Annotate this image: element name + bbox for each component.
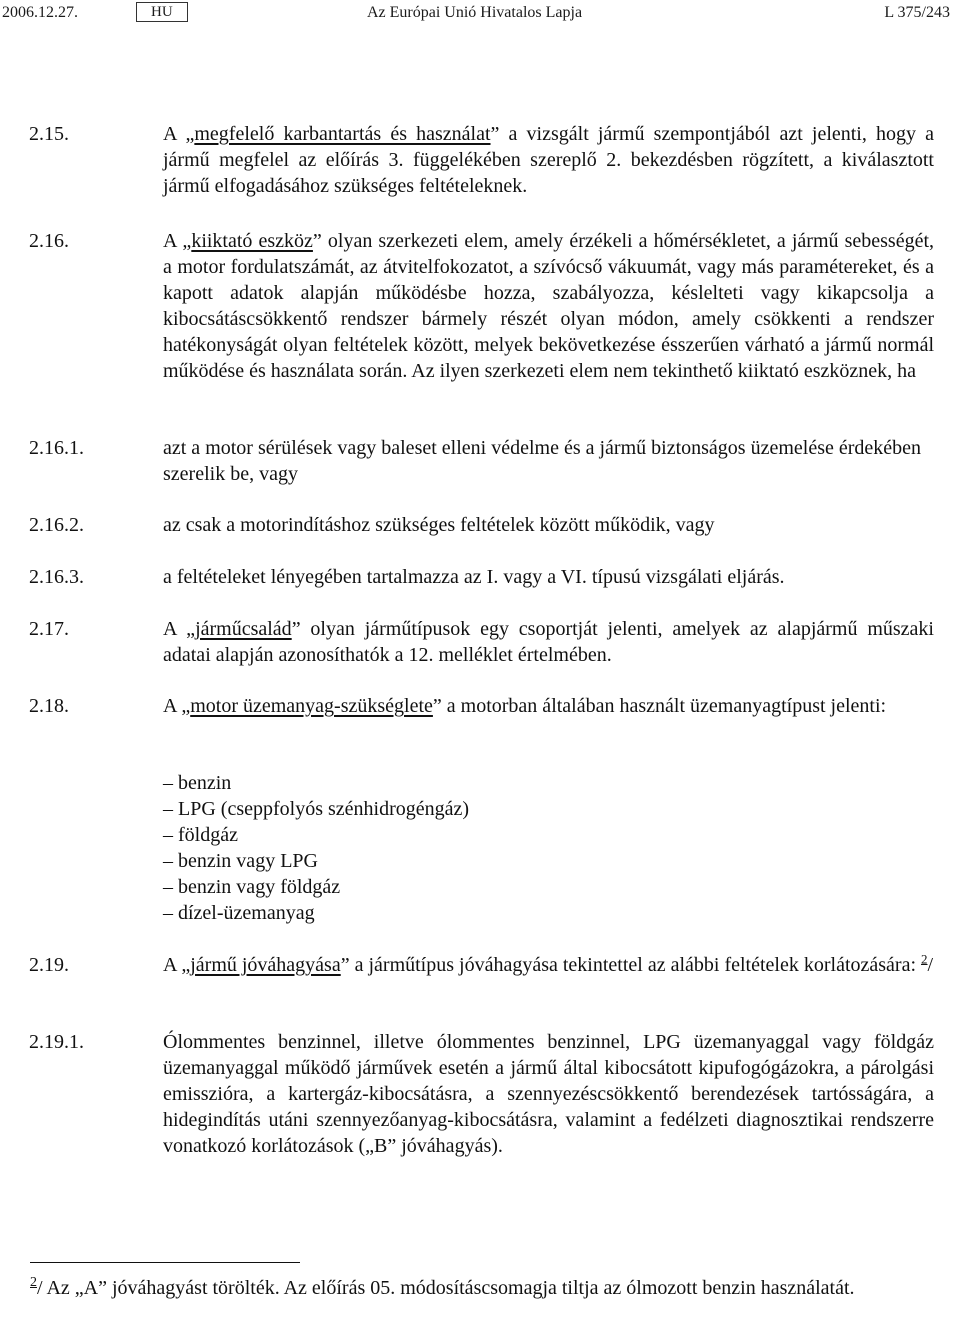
defined-term: járműcsalád (195, 618, 292, 640)
clause-text: A „kiiktató eszköz” olyan szerkezeti elem, amely érzékeli a hőmérsékletet, a jármű sebességét, a motor fordulatszámát, az átvitelfokozatot, a szívócső vákuumát, vagy más paramétereket, és a kapott adatok alapján működésbe hozza, szabályozza, késlelteti vagy kikapcsolja a kibocsátáscsökkentő rendszer bármely részét olyan módon, amely csökkenti a rendszer hatékonyságát olyan feltételek között, melyek bekövetkezése ésszerűen várható a jármű normál működése és használata során. Az ilyen szerkezeti elem nem tekinthető kiiktató eszköznek, ha (163, 230, 935, 382)
clause-2-19-1 (29, 1029, 934, 1159)
definition-2-17 (29, 616, 934, 668)
list-item: – benzin (163, 772, 232, 794)
clause-text: azt a motor sérülések vagy baleset elleni védelme és a jármű biztonságos üzemelése érdekében szerelik be, vagy (163, 437, 922, 485)
clause-2-16-3 (29, 564, 934, 590)
page-header (2, 2, 950, 26)
list-item: – benzin vagy LPG (163, 850, 318, 872)
footnote-mark: 2 (30, 1275, 37, 1290)
clause-number: 2.18. (29, 695, 69, 717)
clause-text: A „motor üzemanyag-szükséglete” a motorban általában használt üzemanyagtípust jelenti: (163, 695, 887, 717)
clause-number: 2.16.1. (29, 437, 84, 459)
list-item: – benzin vagy földgáz (163, 876, 341, 898)
clause-2-16-2 (29, 512, 934, 538)
list-item: – dízel-üzemanyag (163, 902, 315, 924)
defined-term: motor üzemanyag-szükséglete (190, 695, 433, 717)
list-item: – LPG (cseppfolyós szénhidrogéngáz) (163, 798, 470, 820)
clause-text: Ólommentes benzinnel, illetve ólommentes benzinnel, LPG üzemanyaggal vagy földgáz üzemanyaggal működő járművek esetén a jármű által kibocsátott kipufogógázokra, a párolgási emisszióra, a kartergáz-kibocsátásra, a szennyezéscsökkentő berendezések tartósságára, a hidegindítás utáni szennyezőanyag-kibocsátásra, valamint a fedélzeti diagnosztikai rendszerre vonatkozó korlátozások („B” jóváhagyás). (163, 1031, 934, 1157)
definition-2-15 (29, 121, 934, 199)
fuel-type-list (163, 770, 469, 926)
clause-number: 2.15. (29, 123, 69, 145)
clause-number: 2.16.3. (29, 566, 84, 588)
clause-number: 2.16. (29, 230, 69, 252)
footnote (30, 1276, 900, 1301)
defined-term: kiiktató eszköz (191, 230, 313, 252)
journal-title: Az Európai Unió Hivatalos Lapja (367, 4, 583, 21)
clause-text: a feltételeket lényegében tartalmazza az I. vagy a VI. típusú vizsgálati eljárás. (163, 566, 785, 588)
footnote-text: / Az „A” jóváhagyást törölték. Az előírás 05. módosításcsomagja tiltja az ólmozott benzin használatát. (37, 1277, 855, 1299)
defined-term: megfelelő karbantartás és használat (194, 123, 491, 145)
clause-text: az csak a motorindításhoz szükséges feltételek között működik, vagy (163, 514, 715, 536)
list-item: – földgáz (163, 824, 238, 846)
defined-term: jármű jóváhagyása (190, 954, 341, 976)
clause-number: 2.16.2. (29, 514, 84, 536)
clause-text: A „jármű jóváhagyása” a járműtípus jóváhagyása tekintettel az alábbi feltételek korlátozására: $^2$/ (163, 951, 934, 976)
clause-text: A „megfelelő karbantartás és használat” a vizsgált jármű szempontjából azt jelenti, hogy a jármű megfelel az előírás 3. függelékében szereplő 2. bekezdésben rögzített, a kiválasztott jármű elfogadásához szükséges feltételeknek. (163, 123, 935, 197)
definition-2-16 (29, 228, 934, 384)
language-badge: HU (136, 2, 188, 22)
clause-number: 2.19. (29, 954, 69, 976)
clause-number: 2.19.1. (29, 1031, 84, 1053)
clause-number: 2.17. (29, 618, 69, 640)
footnote-reference[interactable]: 2 (921, 951, 928, 967)
footnote-divider (30, 1262, 300, 1263)
definition-2-19 (29, 952, 934, 978)
definition-2-18 (29, 693, 934, 719)
clause-2-16-1 (29, 435, 934, 487)
publication-date: 2006.12.27. (2, 4, 78, 21)
page-reference: L 375/243 (884, 4, 950, 21)
clause-text: A „járműcsalád” olyan járműtípusok egy csoportját jelenti, amelyek az alapjármű műszaki adatai alapján azonosíthatók a 12. melléklet értelmében. (163, 618, 934, 666)
